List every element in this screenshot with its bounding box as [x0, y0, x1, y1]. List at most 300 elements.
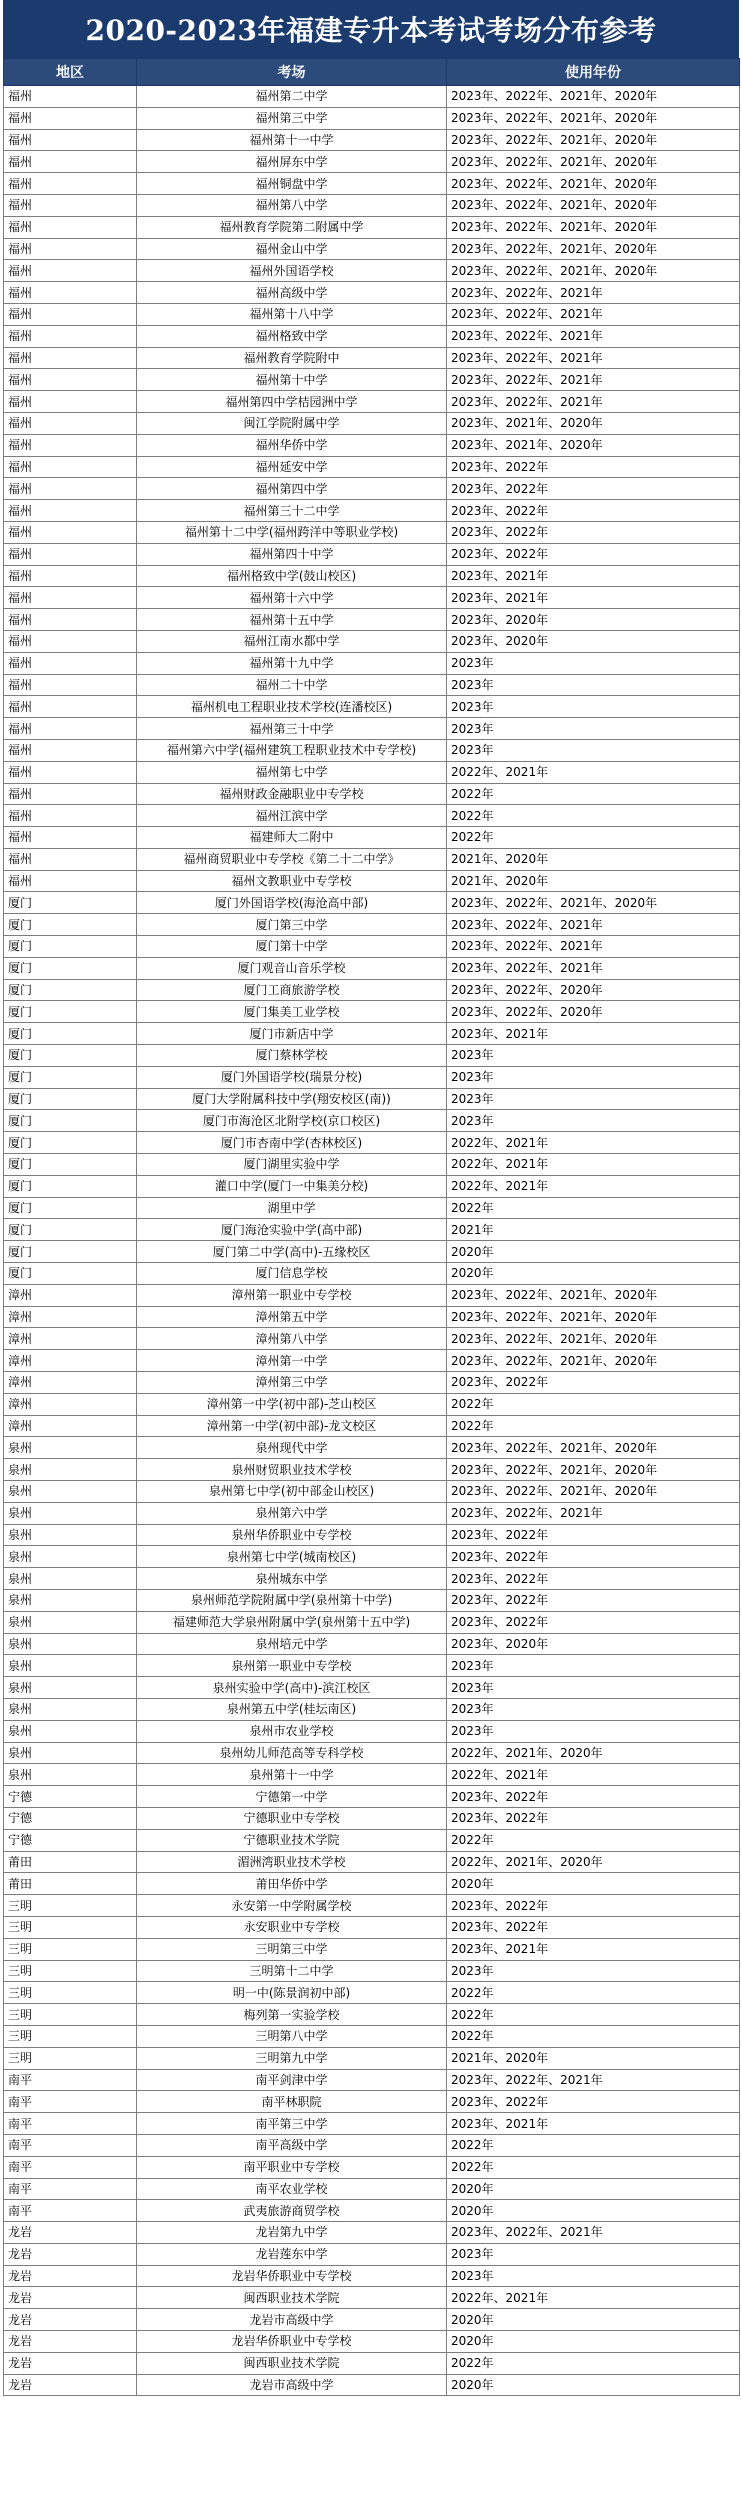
- years-cell: 2023年、2022年、2021年: [447, 957, 740, 979]
- years-cell: 2021年、2020年: [447, 848, 740, 870]
- table-row: [4, 1916, 740, 1938]
- region-cell: 宁德: [4, 1786, 137, 1808]
- region-cell: 厦门: [4, 1241, 137, 1263]
- region-cell: 厦门: [4, 1045, 137, 1067]
- region-cell: 福州: [4, 848, 137, 870]
- years-cell: 2023年、2022年、2021年、2020年: [447, 1328, 740, 1350]
- region-cell: 福州: [4, 107, 137, 129]
- header-row: [4, 59, 740, 86]
- venue-cell: 三明第九中学: [137, 2047, 447, 2069]
- table-row: [4, 1764, 740, 1786]
- table-row: [4, 2047, 740, 2069]
- region-cell: 福州: [4, 783, 137, 805]
- region-cell: 福州: [4, 347, 137, 369]
- table-row: [4, 1154, 740, 1176]
- venue-cell: 厦门信息学校: [137, 1263, 447, 1285]
- years-cell: 2023年: [447, 1110, 740, 1132]
- table-row: [4, 2069, 740, 2091]
- region-cell: 厦门: [4, 1263, 137, 1285]
- region-cell: 福州: [4, 630, 137, 652]
- region-cell: 厦门: [4, 1066, 137, 1088]
- years-cell: 2021年: [447, 1219, 740, 1241]
- region-cell: 莆田: [4, 1873, 137, 1895]
- region-cell: 泉州: [4, 1633, 137, 1655]
- venue-cell: 龙岩市高级中学: [137, 2309, 447, 2331]
- years-cell: 2022年: [447, 1982, 740, 2004]
- years-cell: 2023年、2022年、2021年、2020年: [447, 1437, 740, 1459]
- years-cell: 2022年: [447, 2352, 740, 2374]
- years-cell: 2023年、2022年: [447, 1916, 740, 1938]
- region-cell: 龙岩: [4, 2309, 137, 2331]
- region-cell: 厦门: [4, 914, 137, 936]
- years-cell: 2020年: [447, 2309, 740, 2331]
- table-row: [4, 892, 740, 914]
- table-row: [4, 1982, 740, 2004]
- region-cell: 龙岩: [4, 2331, 137, 2353]
- years-cell: 2023年、2022年、2021年、2020年: [447, 86, 740, 108]
- region-cell: 南平: [4, 2178, 137, 2200]
- region-cell: 南平: [4, 2091, 137, 2113]
- region-cell: 福州: [4, 173, 137, 195]
- region-cell: 福州: [4, 696, 137, 718]
- region-cell: 厦门: [4, 1088, 137, 1110]
- venue-cell: 湄洲湾职业技术学校: [137, 1851, 447, 1873]
- region-cell: 龙岩: [4, 2352, 137, 2374]
- table-row: [4, 521, 740, 543]
- table-row: [4, 1045, 740, 1067]
- region-cell: 漳州: [4, 1284, 137, 1306]
- table-row: [4, 500, 740, 522]
- venue-cell: 厦门市杏南中学(杏林校区): [137, 1132, 447, 1154]
- years-cell: 2023年、2022年: [447, 1546, 740, 1568]
- region-cell: 泉州: [4, 1459, 137, 1481]
- region-cell: 福州: [4, 718, 137, 740]
- table-row: [4, 1677, 740, 1699]
- years-cell: 2022年: [447, 1393, 740, 1415]
- region-cell: 龙岩: [4, 2374, 137, 2396]
- table-row: [4, 2287, 740, 2309]
- table-row: [4, 1306, 740, 1328]
- venue-cell: 福州第十六中学: [137, 587, 447, 609]
- table-row: [4, 1437, 740, 1459]
- venue-cell: 福州第十一中学: [137, 129, 447, 151]
- region-cell: 福州: [4, 86, 137, 108]
- years-cell: 2022年、2021年、2020年: [447, 1851, 740, 1873]
- years-cell: 2022年: [447, 2004, 740, 2026]
- region-cell: 宁德: [4, 1829, 137, 1851]
- table-row: [4, 1284, 740, 1306]
- region-cell: 福州: [4, 194, 137, 216]
- venue-cell: 福州第四中学桔园洲中学: [137, 391, 447, 413]
- region-cell: 泉州: [4, 1677, 137, 1699]
- header-years: 使用年份: [447, 59, 740, 86]
- region-cell: 南平: [4, 2069, 137, 2091]
- venue-cell: 厦门湖里实验中学: [137, 1154, 447, 1176]
- region-cell: 福州: [4, 216, 137, 238]
- table-row: [4, 1088, 740, 1110]
- table-row: [4, 325, 740, 347]
- table-row: [4, 2352, 740, 2374]
- years-cell: 2023年: [447, 2243, 740, 2265]
- venue-cell: 龙岩莲东中学: [137, 2243, 447, 2265]
- region-cell: 泉州: [4, 1589, 137, 1611]
- table-row: [4, 1851, 740, 1873]
- table-row: [4, 1110, 740, 1132]
- table-row: [4, 630, 740, 652]
- years-cell: 2023年、2021年: [447, 2113, 740, 2135]
- years-cell: 2023年、2022年: [447, 1895, 740, 1917]
- years-cell: 2023年、2022年: [447, 500, 740, 522]
- venue-cell: 福州第八中学: [137, 194, 447, 216]
- years-cell: 2023年: [447, 1655, 740, 1677]
- table-row: [4, 2025, 740, 2047]
- region-cell: 福州: [4, 478, 137, 500]
- years-cell: 2023年、2022年、2021年、2020年: [447, 1284, 740, 1306]
- venue-cell: 厦门蔡林学校: [137, 1045, 447, 1067]
- venue-cell: 泉州华侨职业中专学校: [137, 1524, 447, 1546]
- table-row: [4, 1066, 740, 1088]
- table-row: [4, 739, 740, 761]
- region-cell: 厦门: [4, 1219, 137, 1241]
- table-row: [4, 543, 740, 565]
- years-cell: 2023年、2022年、2021年、2020年: [447, 892, 740, 914]
- years-cell: 2022年: [447, 783, 740, 805]
- region-cell: 厦门: [4, 1197, 137, 1219]
- years-cell: 2023年、2022年: [447, 1589, 740, 1611]
- table-row: [4, 1786, 740, 1808]
- table-row: [4, 1611, 740, 1633]
- region-cell: 南平: [4, 2113, 137, 2135]
- years-cell: 2022年: [447, 2156, 740, 2178]
- table-row: [4, 1655, 740, 1677]
- years-cell: 2023年、2021年: [447, 565, 740, 587]
- years-cell: 2023年、2020年: [447, 630, 740, 652]
- table-row: [4, 456, 740, 478]
- venue-cell: 福州第十八中学: [137, 303, 447, 325]
- table-row: [4, 1589, 740, 1611]
- years-cell: 2022年、2021年: [447, 1132, 740, 1154]
- venue-cell: 福州教育学院第二附属中学: [137, 216, 447, 238]
- years-cell: 2023年、2022年: [447, 1786, 740, 1808]
- years-cell: 2023年、2022年、2021年: [447, 1502, 740, 1524]
- years-cell: 2022年、2021年: [447, 761, 740, 783]
- years-cell: 2023年、2022年: [447, 1372, 740, 1394]
- years-cell: 2023年、2022年、2021年: [447, 914, 740, 936]
- region-cell: 福州: [4, 391, 137, 413]
- header-region: 地区: [4, 59, 137, 86]
- region-cell: 泉州: [4, 1546, 137, 1568]
- years-cell: 2023年、2022年、2021年: [447, 391, 740, 413]
- region-cell: 南平: [4, 2156, 137, 2178]
- years-cell: 2023年、2022年、2021年、2020年: [447, 107, 740, 129]
- region-cell: 福州: [4, 303, 137, 325]
- years-cell: 2023年、2022年、2021年、2020年: [447, 1306, 740, 1328]
- venue-cell: 灌口中学(厦门一中集美分校): [137, 1175, 447, 1197]
- venue-cell: 厦门第二中学(高中)-五缘校区: [137, 1241, 447, 1263]
- table-row: [4, 1001, 740, 1023]
- region-cell: 福州: [4, 674, 137, 696]
- years-cell: 2023年、2020年: [447, 609, 740, 631]
- venue-cell: 厦门集美工业学校: [137, 1001, 447, 1023]
- region-cell: 泉州: [4, 1655, 137, 1677]
- venue-cell: 福州机电工程职业技术学校(连潘校区): [137, 696, 447, 718]
- region-cell: 南平: [4, 2200, 137, 2222]
- venue-cell: 漳州第一职业中专学校: [137, 1284, 447, 1306]
- table-row: [4, 412, 740, 434]
- years-cell: 2023年: [447, 674, 740, 696]
- table-row: [4, 870, 740, 892]
- region-cell: 厦门: [4, 1110, 137, 1132]
- years-cell: 2023年、2022年: [447, 478, 740, 500]
- venue-cell: 泉州第一职业中专学校: [137, 1655, 447, 1677]
- region-cell: 漳州: [4, 1306, 137, 1328]
- table-row: [4, 107, 740, 129]
- venue-cell: 龙岩市高级中学: [137, 2374, 447, 2396]
- venue-cell: 三明第十二中学: [137, 1960, 447, 1982]
- venue-cell: 泉州现代中学: [137, 1437, 447, 1459]
- venue-cell: 厦门外国语学校(海沧高中部): [137, 892, 447, 914]
- years-cell: 2023年、2022年、2021年、2020年: [447, 238, 740, 260]
- region-cell: 福州: [4, 282, 137, 304]
- years-cell: 2023年、2022年: [447, 543, 740, 565]
- venue-cell: 泉州市农业学校: [137, 1720, 447, 1742]
- years-cell: 2023年: [447, 1960, 740, 1982]
- years-cell: 2023年、2022年: [447, 521, 740, 543]
- table-row: [4, 1328, 740, 1350]
- years-cell: 2023年、2022年、2021年: [447, 2069, 740, 2091]
- years-cell: 2023年、2020年: [447, 1633, 740, 1655]
- region-cell: 三明: [4, 1982, 137, 2004]
- region-cell: 泉州: [4, 1698, 137, 1720]
- venue-cell: 南平职业中专学校: [137, 2156, 447, 2178]
- venue-cell: 龙岩华侨职业中专学校: [137, 2331, 447, 2353]
- venue-cell: 漳州第一中学(初中部)-龙文校区: [137, 1415, 447, 1437]
- venue-cell: 福州屏东中学: [137, 151, 447, 173]
- venue-cell: 泉州城东中学: [137, 1568, 447, 1590]
- region-cell: 福州: [4, 369, 137, 391]
- venue-cell: 福州第二中学: [137, 86, 447, 108]
- table-row: [4, 609, 740, 631]
- table-row: [4, 1807, 740, 1829]
- years-cell: 2023年、2022年、2021年: [447, 303, 740, 325]
- table-row: [4, 1263, 740, 1285]
- region-cell: 厦门: [4, 936, 137, 958]
- region-cell: 厦门: [4, 892, 137, 914]
- table-row: [4, 2178, 740, 2200]
- venue-cell: 厦门大学附属科技中学(翔安校区(南)): [137, 1088, 447, 1110]
- table-row: [4, 979, 740, 1001]
- years-cell: 2022年: [447, 2025, 740, 2047]
- table-row: [4, 86, 740, 108]
- region-cell: 福州: [4, 434, 137, 456]
- region-cell: 福州: [4, 129, 137, 151]
- venue-cell: 明一中(陈景润初中部): [137, 1982, 447, 2004]
- table-row: [4, 2156, 740, 2178]
- table-row: [4, 674, 740, 696]
- table-row: [4, 827, 740, 849]
- venue-cell: 武夷旅游商贸学校: [137, 2200, 447, 2222]
- years-cell: 2023年、2022年、2021年: [447, 936, 740, 958]
- table-row: [4, 1742, 740, 1764]
- years-cell: 2023年: [447, 652, 740, 674]
- venue-cell: 福州二十中学: [137, 674, 447, 696]
- venue-cell: 闽西职业技术学院: [137, 2287, 447, 2309]
- venue-cell: 龙岩华侨职业中专学校: [137, 2265, 447, 2287]
- table-row: [4, 1350, 740, 1372]
- table-row: [4, 2222, 740, 2244]
- table-row: [4, 1873, 740, 1895]
- table-row: [4, 1415, 740, 1437]
- table-row: [4, 2265, 740, 2287]
- region-cell: 厦门: [4, 1132, 137, 1154]
- venue-cell: 福州外国语学校: [137, 260, 447, 282]
- region-cell: 福州: [4, 609, 137, 631]
- years-cell: 2023年、2022年、2020年: [447, 1001, 740, 1023]
- table-row: [4, 347, 740, 369]
- venue-cell: 福州铜盘中学: [137, 173, 447, 195]
- table-row: [4, 565, 740, 587]
- table-row: [4, 1720, 740, 1742]
- region-cell: 福州: [4, 500, 137, 522]
- table-row: [4, 1175, 740, 1197]
- years-cell: 2023年、2022年、2021年、2020年: [447, 260, 740, 282]
- table-row: [4, 391, 740, 413]
- region-cell: 泉州: [4, 1437, 137, 1459]
- venue-cell: 福州第六中学(福州建筑工程职业技术中专学校): [137, 739, 447, 761]
- region-cell: 龙岩: [4, 2287, 137, 2309]
- table-row: [4, 1372, 740, 1394]
- years-cell: 2022年、2021年、2020年: [447, 1742, 740, 1764]
- table-row: [4, 2374, 740, 2396]
- years-cell: 2023年: [447, 1066, 740, 1088]
- table-row: [4, 1960, 740, 1982]
- region-cell: 福州: [4, 739, 137, 761]
- venue-cell: 福州格致中学: [137, 325, 447, 347]
- region-cell: 宁德: [4, 1807, 137, 1829]
- years-cell: 2020年: [447, 2178, 740, 2200]
- table-row: [4, 216, 740, 238]
- venue-cell: 泉州师范学院附属中学(泉州第十中学): [137, 1589, 447, 1611]
- venue-cell: 厦门外国语学校(瑞景分校): [137, 1066, 447, 1088]
- venue-cell: 厦门市海沧区北附学校(京口校区): [137, 1110, 447, 1132]
- venue-cell: 福州第三中学: [137, 107, 447, 129]
- region-cell: 福州: [4, 260, 137, 282]
- venue-cell: 福建师大二附中: [137, 827, 447, 849]
- table-row: [4, 2309, 740, 2331]
- venue-cell: 南平剑津中学: [137, 2069, 447, 2091]
- years-cell: 2021年、2020年: [447, 2047, 740, 2069]
- table-row: [4, 260, 740, 282]
- venue-cell: 福州第十二中学(福州跨洋中等职业学校): [137, 521, 447, 543]
- years-cell: 2020年: [447, 1263, 740, 1285]
- venue-cell: 福州教育学院附中: [137, 347, 447, 369]
- venue-cell: 厦门第三中学: [137, 914, 447, 936]
- years-cell: 2023年: [447, 1677, 740, 1699]
- years-cell: 2023年、2022年、2021年: [447, 347, 740, 369]
- region-cell: 厦门: [4, 1023, 137, 1045]
- region-cell: 三明: [4, 2047, 137, 2069]
- table-row: [4, 1219, 740, 1241]
- region-cell: 泉州: [4, 1568, 137, 1590]
- venue-cell: 福州财政金融职业中专学校: [137, 783, 447, 805]
- years-cell: 2022年、2021年: [447, 1154, 740, 1176]
- table-row: [4, 914, 740, 936]
- table-row: [4, 1546, 740, 1568]
- table-row: [4, 2091, 740, 2113]
- region-cell: 福州: [4, 827, 137, 849]
- region-cell: 福州: [4, 456, 137, 478]
- venue-cell: 福州格致中学(鼓山校区): [137, 565, 447, 587]
- table-row: [4, 848, 740, 870]
- venue-cell: 福州高级中学: [137, 282, 447, 304]
- region-cell: 泉州: [4, 1764, 137, 1786]
- region-cell: 厦门: [4, 957, 137, 979]
- years-cell: 2022年、2021年: [447, 1764, 740, 1786]
- venue-cell: 闽西职业技术学院: [137, 2352, 447, 2374]
- table-row: [4, 173, 740, 195]
- table-row: [4, 238, 740, 260]
- table-row: [4, 1502, 740, 1524]
- venue-cell: 厦门第十中学: [137, 936, 447, 958]
- table-row: [4, 1459, 740, 1481]
- venue-cell: 漳州第三中学: [137, 1372, 447, 1394]
- years-cell: 2022年: [447, 805, 740, 827]
- region-cell: 福州: [4, 151, 137, 173]
- region-cell: 厦门: [4, 1154, 137, 1176]
- region-cell: 福州: [4, 870, 137, 892]
- years-cell: 2021年、2020年: [447, 870, 740, 892]
- venue-cell: 福州第七中学: [137, 761, 447, 783]
- venue-cell: 泉州第七中学(城南校区): [137, 1546, 447, 1568]
- table-row: [4, 1829, 740, 1851]
- table-row: [4, 761, 740, 783]
- venue-cell: 福州第三十中学: [137, 718, 447, 740]
- table-row: [4, 1393, 740, 1415]
- region-cell: 三明: [4, 1938, 137, 1960]
- table-row: [4, 1023, 740, 1045]
- venue-cell: 泉州第五中学(桂坛南区): [137, 1698, 447, 1720]
- venue-cell: 福州商贸职业中专学校《第二十二中学》: [137, 848, 447, 870]
- years-cell: 2023年、2022年: [447, 2091, 740, 2113]
- venue-cell: 福州江滨中学: [137, 805, 447, 827]
- page-title: 2020-2023年福建专升本考试考场分布参考: [3, 0, 739, 58]
- venue-cell: 福州金山中学: [137, 238, 447, 260]
- years-cell: 2023年、2022年、2021年: [447, 369, 740, 391]
- years-cell: 2020年: [447, 2374, 740, 2396]
- years-cell: 2020年: [447, 1873, 740, 1895]
- table-row: [4, 805, 740, 827]
- years-cell: 2023年、2022年、2021年、2020年: [447, 1459, 740, 1481]
- venue-cell: 三明第三中学: [137, 1938, 447, 1960]
- venue-cell: 漳州第八中学: [137, 1328, 447, 1350]
- venue-cell: 泉州培元中学: [137, 1633, 447, 1655]
- years-cell: 2023年: [447, 1720, 740, 1742]
- venue-cell: 泉州第十一中学: [137, 1764, 447, 1786]
- table-row: [4, 282, 740, 304]
- years-cell: 2023年、2022年、2021年: [447, 325, 740, 347]
- venue-cell: 福州第四十中学: [137, 543, 447, 565]
- venue-cell: 泉州财贸职业技术学校: [137, 1459, 447, 1481]
- table-row: [4, 151, 740, 173]
- region-cell: 福州: [4, 565, 137, 587]
- region-cell: 漳州: [4, 1372, 137, 1394]
- years-cell: 2023年、2022年、2021年、2020年: [447, 1350, 740, 1372]
- years-cell: 2023年、2021年: [447, 1023, 740, 1045]
- years-cell: 2023年、2022年、2021年、2020年: [447, 129, 740, 151]
- venue-cell: 福州第十五中学: [137, 609, 447, 631]
- venue-cell: 福州延安中学: [137, 456, 447, 478]
- region-cell: 泉州: [4, 1481, 137, 1503]
